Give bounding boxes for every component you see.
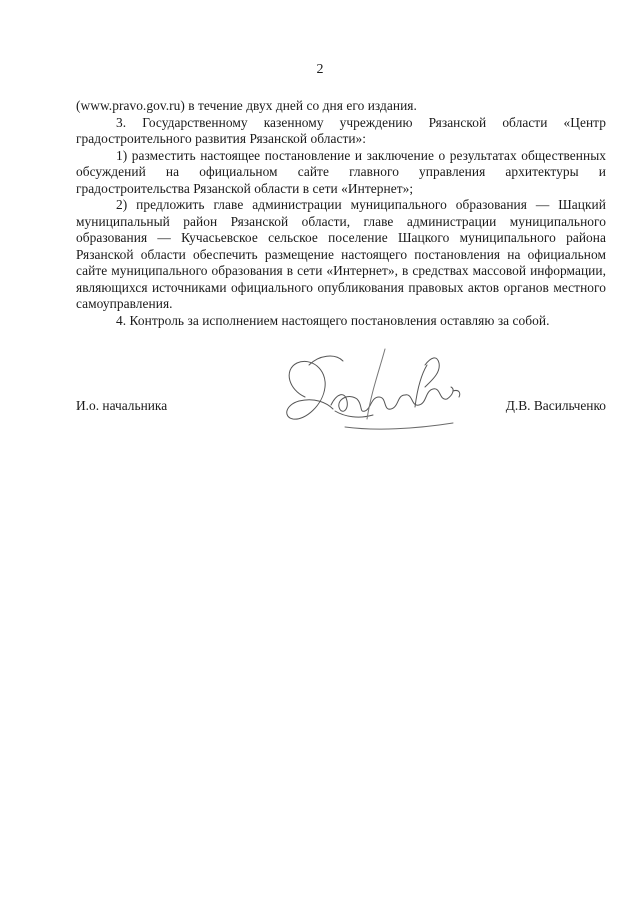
paragraph-subitem-2: 2) предложить главе администрации муниципального образования — Шацкий муниципальный район Рязанской области, главе администрации муниципального образования — Кучасьевское сельское поселение Шацкого муниципального района Рязанской области обеспечить размещение настоящего постановления на официальном сайте муниципального образования в сети «Интернет», в средствах массовой информации, являющихся источниками официального опубликования правовых актов органов местного самоуправления. <box>76 197 606 311</box>
paragraph-subitem-1: 1) разместить настоящее постановление и заключение о результатах общественных обсуждений на официальном сайте главного управления архитектуры и градостроительства Рязанской области в сети «Интернет»; <box>76 147 606 196</box>
signature-block <box>76 398 606 418</box>
signatory-role: И.о. начальника <box>76 398 168 413</box>
handwritten-signature <box>275 335 480 445</box>
paragraph-item-3: 3. Государственному казенному учреждению Рязанской области «Центр градостроительного развития Рязанской области»: <box>76 114 606 146</box>
page-number: 2 <box>316 62 324 77</box>
paragraph-publication: (www.pravo.gov.ru) в течение двух дней со дня его издания. <box>76 98 417 113</box>
document-body <box>76 98 606 329</box>
signatory-name: Д.В. Васильченко <box>505 398 606 413</box>
paragraph-item-4: 4. Контроль за исполнением настоящего постановления оставляю за собой. <box>116 312 550 328</box>
